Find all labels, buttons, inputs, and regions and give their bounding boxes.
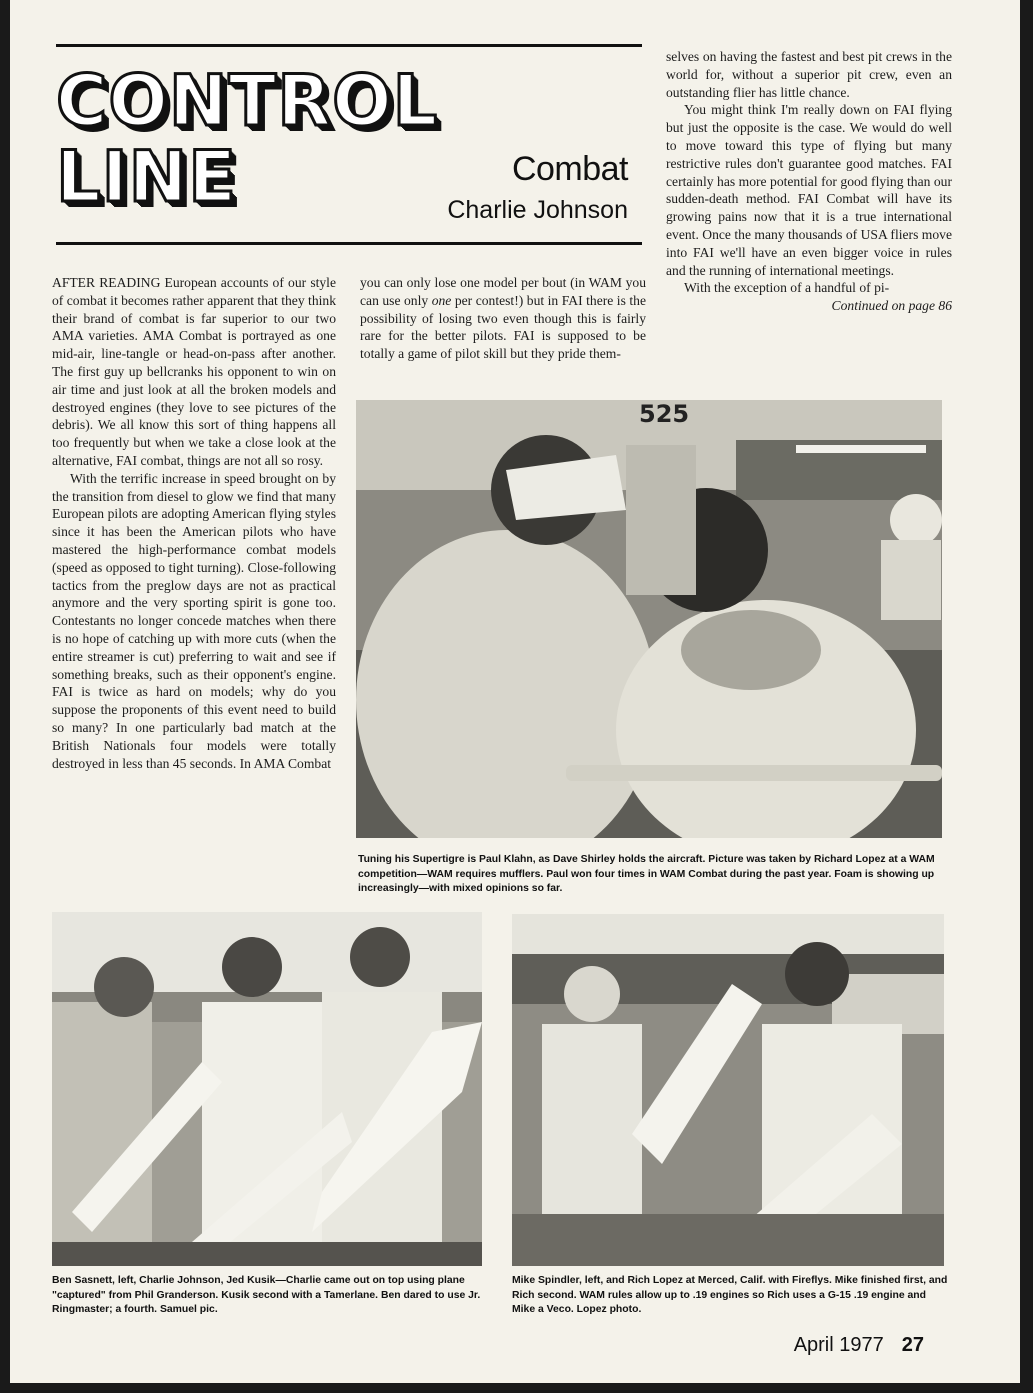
article-column-3 [666,48,952,315]
masthead-line-2: LINE [56,136,238,218]
main-photo [356,400,942,838]
page-footer [794,1334,924,1357]
paragraph: With the terrific increase in speed brought on by the transition from diesel to glow we find that many European pilots are adopting American flying styles since it has been the American pilots who have mastered the high-performance combat models (speed as opposed to tight turning). Close-following tactics from the preglow days are not as practical anymore and the very sporting spirit is gone too. Contestants no longer concede matches when there is no hope of catching up with more cuts (when the entire streamer is cut) preferring to wait and see if something breaks, such as their opponent's engine. FAI is twice as hard on models; why do you suppose the proponents of this event need to build so many? In one particularly bad match at the British Nationals four models were totally destroyed in less than 45 seconds. In AMA Combat [52,470,336,771]
paragraph: With the exception of a handful of pi- [684,280,890,296]
paragraph: you can only lose one model per bout (in WAM you can use only one per contest!) but in FAI there is the possibility of losing two even though this is fairly rare for the better pilots. FAI is supposed to be totally a game of pilot skill but they pride them- [360,275,646,362]
article-column-2 [360,274,646,363]
page-number: 27 [901,1334,924,1356]
bottom-left-photo-image [52,912,482,1266]
bottom-right-photo-image [512,914,944,1266]
masthead-line-1: CONTROL [56,60,439,142]
department-title: Combat [511,150,628,188]
bottom-right-photo [512,914,944,1266]
paragraph: You might think I'm really down on FAI flying but just the opposite is the case. We would do well to move toward this type of flying but many restrictive rules don't guarantee good matches. FAI certainly has more potential for good flying than our sudden-death method. FAI Combat will have its growing pains now that it is a true international event. Once the many thousands of USA fliers move into FAI we'll have an even bigger voice in rules and the running of international meetings. [666,102,952,278]
paragraph: AFTER READING European accounts of our style of combat it becomes rather apparent that they think their brand of combat is far superior to our two AMA varieties. AMA Combat is portrayed as one mid-air, line-tangle or head-on-pass after another. The first guy up bellcranks his opponent to win on air time and just look at all the broken models and destroyed engines (they love to see pictures of the debris). We all know this sort of thing happens all too frequently but when we take a close look at the alternative, FAI combat, things are not all so rosy. [52,275,336,468]
bottom-left-caption: Ben Sasnett, left, Charlie Johnson, Jed Kusik—Charlie came out on top using plane "captured" from Phil Granderson. Kusik second with a Tamerlane. Ben dared to use Jr. Ringmaster; a fourth. Samuel pic. [52,1275,481,1315]
author-byline: Charlie Johnson [447,196,628,224]
issue-date: April 1977 [793,1334,884,1356]
main-photo-caption: Tuning his Supertigre is Paul Klahn, as Dave Shirley holds the aircraft. Picture was taken by Richard Lopez at a WAM competition—WAM requires mufflers. Paul won four times in WAM Combat during the past year. Foam is showing up increasingly—with mixed opinions so far. [358,854,935,894]
header-rule-top [56,44,642,47]
continued-note: Continued on page 86 [831,298,952,314]
bottom-right-caption: Mike Spindler, left, and Rich Lopez at Merced, Calif. with Fireflys. Mike finished first, and Rich second. WAM rules allow up to .19 engines so Rich uses a G-15 .19 engine and Mike a Veco. Lopez photo. [512,1275,948,1315]
main-photo-image [356,400,942,838]
emphasis: one [431,292,452,308]
bottom-left-photo [52,912,482,1266]
paragraph: selves on having the fastest and best pit crews in the world for, without a superior pit crew, even an outstanding flier has little chance. [666,49,952,100]
header-rule-bottom [56,242,642,245]
magazine-page [10,0,1020,1383]
article-column-1 [52,274,336,772]
bib-number: 525 [639,400,690,428]
section-masthead [56,60,486,218]
